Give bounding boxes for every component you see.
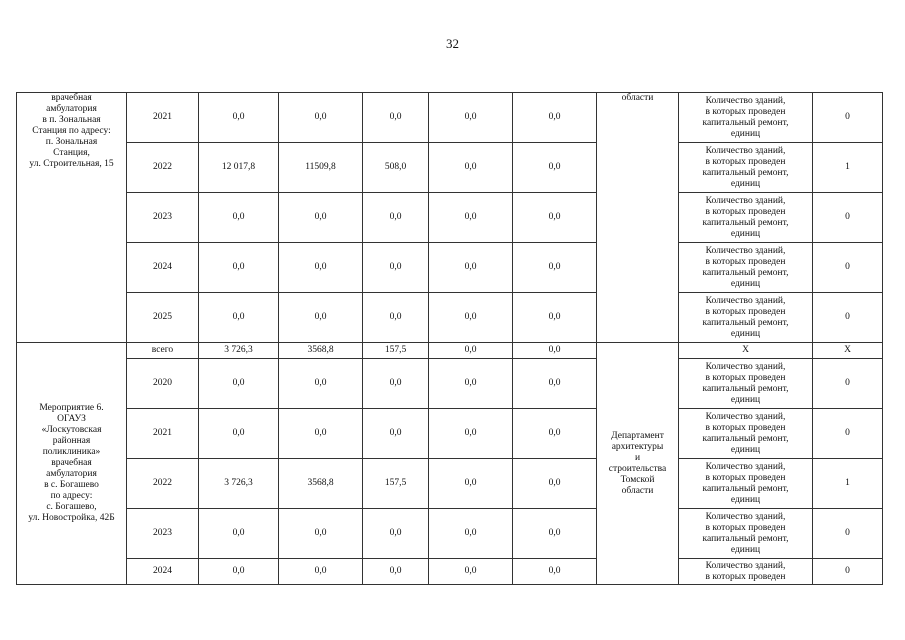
- indicator-value: 0: [813, 409, 883, 459]
- amount-source-4: 0,0: [513, 143, 597, 193]
- amount-total: 0,0: [199, 243, 279, 293]
- indicator-value: 1: [813, 459, 883, 509]
- indicator-value: 0: [813, 559, 883, 585]
- amount-source-3: 0,0: [429, 559, 513, 585]
- amount-source-3: 0,0: [429, 193, 513, 243]
- amount-source-2: 157,5: [363, 459, 429, 509]
- indicator-value: 0: [813, 193, 883, 243]
- amount-source-2: 0,0: [363, 93, 429, 143]
- amount-total: 0,0: [199, 359, 279, 409]
- page-number: 32: [446, 36, 459, 51]
- amount-source-2: 0,0: [363, 243, 429, 293]
- program-table: [16, 92, 883, 585]
- indicator-value: 0: [813, 243, 883, 293]
- amount-source-3: 0,0: [429, 143, 513, 193]
- amount-source-2: 0,0: [363, 293, 429, 343]
- table-row: [17, 559, 883, 585]
- amount-total: 0,0: [199, 93, 279, 143]
- activity-description: Мероприятие 6. ОГАУЗ «Лоскутовская районная поликлиника» врачебная амбулатория в с. Богашево по адресу: с. Богашево, ул. Новостройка, 42Б: [17, 343, 127, 585]
- year-cell: всего: [127, 343, 199, 359]
- amount-total: 0,0: [199, 409, 279, 459]
- amount-total: 3 726,3: [199, 459, 279, 509]
- amount-source-4: 0,0: [513, 193, 597, 243]
- amount-source-3: 0,0: [429, 93, 513, 143]
- amount-source-3: 0,0: [429, 359, 513, 409]
- amount-source-1: 0,0: [279, 409, 363, 459]
- year-cell: 2020: [127, 359, 199, 409]
- indicator-value: 0: [813, 93, 883, 143]
- amount-source-3: 0,0: [429, 409, 513, 459]
- indicator-cell: Количество зданий, в которых проведен капитальный ремонт, единиц: [679, 509, 813, 559]
- indicator-value: X: [813, 343, 883, 359]
- amount-total: 0,0: [199, 193, 279, 243]
- amount-source-3: 0,0: [429, 343, 513, 359]
- amount-source-4: 0,0: [513, 559, 597, 585]
- amount-total: 0,0: [199, 509, 279, 559]
- indicator-value: 1: [813, 143, 883, 193]
- year-cell: 2023: [127, 193, 199, 243]
- year-cell: 2021: [127, 93, 199, 143]
- year-cell: 2022: [127, 143, 199, 193]
- amount-total: 12 017,8: [199, 143, 279, 193]
- amount-source-1: 0,0: [279, 193, 363, 243]
- year-cell: 2021: [127, 409, 199, 459]
- indicator-cell: Количество зданий, в которых проведен капитальный ремонт, единиц: [679, 359, 813, 409]
- year-cell: 2025: [127, 293, 199, 343]
- indicator-cell: Количество зданий, в которых проведен капитальный ремонт, единиц: [679, 409, 813, 459]
- amount-source-2: 0,0: [363, 509, 429, 559]
- table-row-total: [17, 343, 883, 359]
- indicator-value: 0: [813, 293, 883, 343]
- table-row: [17, 93, 883, 143]
- amount-source-1: 0,0: [279, 293, 363, 343]
- amount-source-3: 0,0: [429, 459, 513, 509]
- amount-source-2: 508,0: [363, 143, 429, 193]
- amount-source-1: 11509,8: [279, 143, 363, 193]
- amount-source-2: 0,0: [363, 193, 429, 243]
- amount-source-4: 0,0: [513, 459, 597, 509]
- indicator-value: 0: [813, 509, 883, 559]
- indicator-value: 0: [813, 359, 883, 409]
- amount-source-4: 0,0: [513, 409, 597, 459]
- indicator-cell: Количество зданий, в которых проведен капитальный ремонт, единиц: [679, 293, 813, 343]
- indicator-cell: Количество зданий, в которых проведен капитальный ремонт, единиц: [679, 193, 813, 243]
- year-cell: 2023: [127, 509, 199, 559]
- table-row: [17, 509, 883, 559]
- year-cell: 2024: [127, 559, 199, 585]
- year-cell: 2022: [127, 459, 199, 509]
- table-row: [17, 143, 883, 193]
- amount-source-4: 0,0: [513, 509, 597, 559]
- table-row: [17, 409, 883, 459]
- table-row: [17, 243, 883, 293]
- amount-source-1: 0,0: [279, 509, 363, 559]
- amount-total: 0,0: [199, 293, 279, 343]
- amount-source-1: 0,0: [279, 559, 363, 585]
- amount-source-2: 0,0: [363, 559, 429, 585]
- amount-source-2: 0,0: [363, 409, 429, 459]
- amount-total: 3 726,3: [199, 343, 279, 359]
- year-cell: 2024: [127, 243, 199, 293]
- indicator-cell: X: [679, 343, 813, 359]
- amount-source-4: 0,0: [513, 243, 597, 293]
- amount-source-1: 0,0: [279, 243, 363, 293]
- amount-source-1: 0,0: [279, 359, 363, 409]
- amount-source-1: 3568,8: [279, 459, 363, 509]
- indicator-cell: Количество зданий, в которых проведен капитальный ремонт, единиц: [679, 459, 813, 509]
- amount-source-4: 0,0: [513, 293, 597, 343]
- activity-description: врачебная амбулатория в п. Зональная Станция по адресу: п. Зональная Станция, ул. Строительная, 15: [17, 93, 127, 343]
- amount-source-3: 0,0: [429, 243, 513, 293]
- executor-cell: области: [597, 93, 679, 343]
- amount-source-3: 0,0: [429, 509, 513, 559]
- table-row: [17, 193, 883, 243]
- executor-cell: Департамент архитектуры и строительства Томской области: [597, 343, 679, 585]
- indicator-cell: Количество зданий, в которых проведен: [679, 559, 813, 585]
- indicator-cell: Количество зданий, в которых проведен капитальный ремонт, единиц: [679, 93, 813, 143]
- amount-source-4: 0,0: [513, 359, 597, 409]
- amount-source-4: 0,0: [513, 93, 597, 143]
- table-row: [17, 359, 883, 409]
- amount-source-1: 3568,8: [279, 343, 363, 359]
- amount-source-3: 0,0: [429, 293, 513, 343]
- amount-source-2: 157,5: [363, 343, 429, 359]
- indicator-cell: Количество зданий, в которых проведен капитальный ремонт, единиц: [679, 243, 813, 293]
- amount-source-1: 0,0: [279, 93, 363, 143]
- table-row: [17, 459, 883, 509]
- indicator-cell: Количество зданий, в которых проведен капитальный ремонт, единиц: [679, 143, 813, 193]
- amount-total: 0,0: [199, 559, 279, 585]
- table-row: [17, 293, 883, 343]
- amount-source-4: 0,0: [513, 343, 597, 359]
- amount-source-2: 0,0: [363, 359, 429, 409]
